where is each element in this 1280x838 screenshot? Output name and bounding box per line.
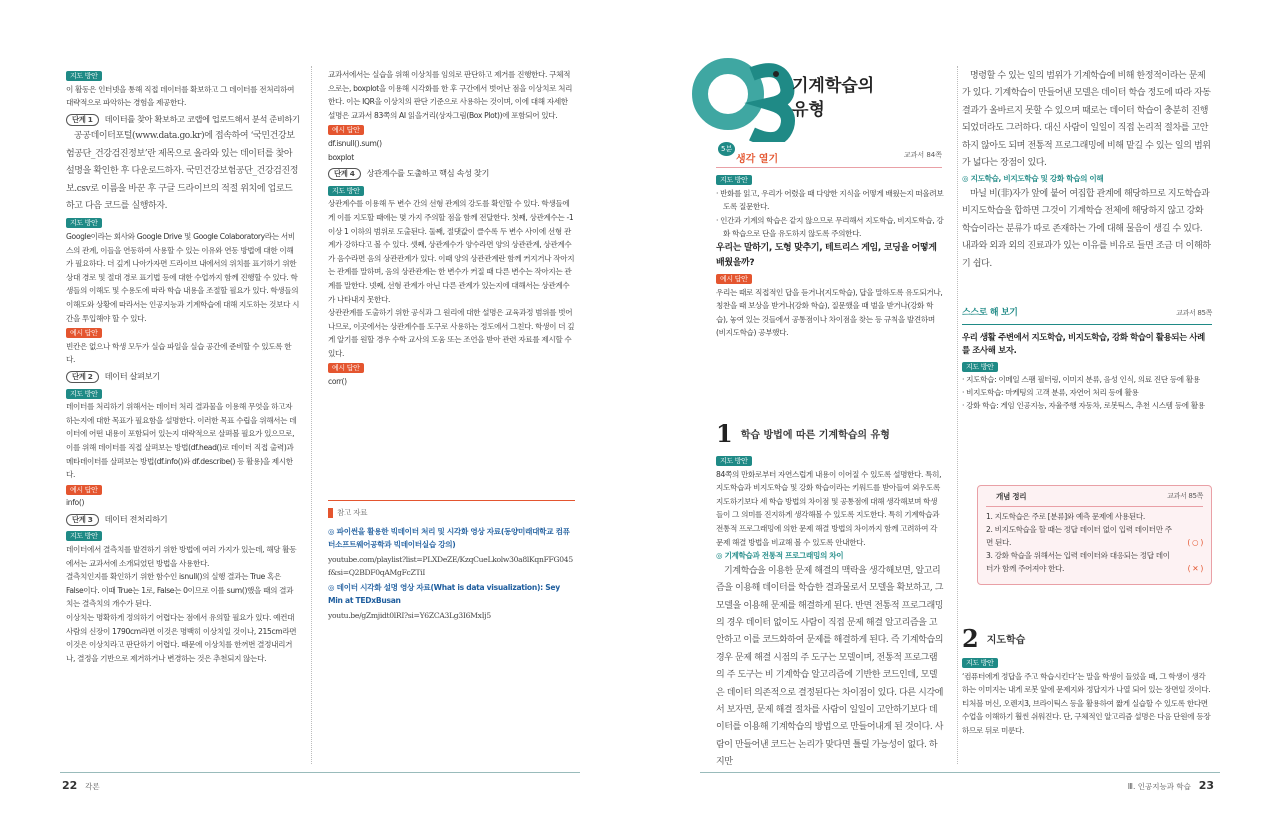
concept-text: 2. 비지도학습을 할 때는 정답 데이터 없이 입력 데이터만 주면 된다. [986,525,1172,547]
list-item: · 비지도학습: 마케팅의 고객 분류, 자연어 처리 등에 활용 [962,388,1139,397]
concept-box [977,485,1212,585]
warmup-badge: 5분 [718,142,735,156]
section-title: 학습 방법에 따른 기계학습의 유형 [740,429,890,441]
reference-item-2 [328,581,575,622]
concept-text: 1. 지도학습은 주로 [분류]와 예측 문제에 사용된다. [986,512,1145,521]
body-paragraph: 마닐 비(非)자가 앞에 붙어 여집합 관계에 해당하므로 지도학습과 비지도학습을 합하면 그것이 기계학습 전체에 해당하지 않고 강화 학습이라는 분류가 따로 존재하는 가에 대해 물음이 생길 수 있다. 내과와 외과 외의 진료과가 있는 이유를 비유로 들면 조금 더 이해하기 쉽다. [962,189,1211,269]
page-label: Ⅲ. 인공지능과 학습 [1127,782,1191,791]
chapter-title-line-2: 유형 [792,100,825,120]
step-title: 데이터 전처리하기 [104,513,168,524]
subsection-heading: ◎ 지도학습, 비지도학습 및 강화 학습의 이해 [962,174,1104,184]
list-item: · 강화 학습: 게임 인공지능, 자율주행 자동차, 로봇틱스, 추천 시스템 등에 활용 [962,401,1205,410]
section-tag: 예시 답안 [66,328,102,338]
reference-label: 참고 자료 [337,508,368,517]
chapter-header [692,52,932,142]
section-tag: 지도 방안 [716,456,752,466]
section-number: 2 [962,623,979,653]
self-practice-ref: 교과서 85쪽 [1176,309,1212,317]
step-badge: 단계 4 [328,168,361,180]
paragraph: 이상치는 명확하게 정의하기 어렵다는 점에서 유의할 필요가 있다. 예컨대 사람의 신장이 1790cm라면 이것은 명백히 이상치일 것이나, 215cm라면 이것은 이상치라고 판단하기 어렵다. 때문에 이상치를 한꺼번 결정내리거나, 결정을 기반으로 제거하거나 변경하는 것은 추천되지 않는다. [66,613,297,663]
section-tag: 예시 답안 [66,485,102,495]
self-practice-label: 스스로 해 보기 [962,308,1018,318]
paragraph: ‘컴퓨터에게 정답을 주고 학습시킨다’는 말을 학생이 들었을 때, 그 학생이 생각하는 이미지는 내게 로봇 앞에 문제지와 정답지가 나열 되어 있는 장면일 것이다. 티처블 머신, 오렌지3, 브라이틱스 등을 활용하여 짧게 실습할 수 있도록 한다면 수업을 이해하기 훨씬 쉬워진다. 단, 구체적인 알고리즘 설명은 다음 단원에 등장하므로 뒤로 미룬다. [962,671,1211,735]
concept-text: 3. 강화 학습을 위해서는 입력 데이터와 대응되는 정답 데이터가 함께 주어져야 한다. [986,551,1170,573]
self-practice-box [962,307,1212,412]
reference-url[interactable]: youtube.com/playlist?list=PLXDeZE/KzqCueLkolw30a8lKqnFFG045f&si=Q2BDF0qAMgFcZTiI [328,555,573,577]
page-number-right [1128,779,1214,792]
tag-row [328,183,575,198]
section-tag: 지도 방안 [66,71,102,81]
paragraph: boxplot [328,152,354,162]
step-heading [66,113,300,127]
step-badge: 단계 3 [66,514,99,526]
section-tag: 예시 답안 [328,363,364,373]
right-column-1-top [716,172,944,340]
paragraph: 빈칸은 없으나 학생 모두가 실습 파일을 실습 공간에 준비할 수 있도록 한다. [66,341,292,365]
footer-rule-left [60,772,580,773]
chapter-title [792,74,874,122]
tag-row [66,68,300,83]
section-1-header [716,418,944,448]
paragraph: 84쪽의 만화로부터 자연스럽게 내용이 이어질 수 있도록 설명한다. 특히, 지도학습과 비지도학습 및 강화 학습이라는 키워드를 받아들여 외우도록 지도하기보다 세 학습 방법의 차이점 및 공통점에 대해 생각해보며 학생들이 그 의미를 진지하게 생각해볼 수 있도록 지도한다. 특히 기계학습과 전통적 프로그래밍에 의한 문제 해결 방법의 차이까지 함께 고려하여 각 문제 해결 방법을 비교해 볼 수 있도록 안내한다. [716,469,942,547]
tag-row [962,655,1212,670]
paragraph: 상관관계를 도출하기 위한 공식과 그 원리에 대한 설명은 교육과정 범위를 벗어나므로, 이곳에서는 상관계수를 도구로 사용하는 정도에서 그친다. 학생이 더 깊게 알기를 원할 경우 수학 교사의 도움 또는 조언을 받아 관련 자료를 제시할 수 있다. [328,308,575,358]
section-2-header [962,623,1212,653]
section-tag: 지도 방안 [328,186,364,196]
paragraph: · 반화를 읽고, 우리가 어렸을 때 다양한 지식을 어떻게 배웠는지 떠올려보도록 질문한다. [716,188,944,212]
step-title: 데이터 살펴보기 [104,370,160,381]
paragraph: 상관계수를 이용해 두 변수 간의 선형 관계의 강도를 확인할 수 있다. 학생들에게 이를 지도할 때에는 몇 가지 주의할 점을 함께 전달한다. 첫째, 상관계수는 -1 이상 1 이하의 범위로 도출된다. 둘째, 절댓값이 클수록 두 변수 사이에 선형 관계가 강하다고 볼 수 있다. 셋째, 상관계수가 양수라면 양의 상관관계, 상관계수가 음수라면 음의 상관관계가 있다. 이때 양의 상관관계란 함께 커지거나 작아지는 관계를 말하며, 음의 상관관계는 한 변수가 커질 때 다른 변수는 작아지는 관계를 말한다. 넷째, 선형 관계가 아닌 다른 관계가 있는지에 대해서는 상관계수가 나타내지 못한다. [328,199,575,304]
reference-icon [328,508,333,518]
section-tag: 지도 방안 [66,531,102,541]
reference-title: ◎ 데이터 시각화 설명 영상 자료(What is data visualization): Sey Min at TEDxBusan [328,583,560,605]
paragraph: 데이터를 처리하기 위해서는 데이터 처리 결과물을 이용해 무엇을 하고자 하는지에 대한 목표가 필요함을 설명한다. 이러한 목표 수립을 위해서는 데이터에 어떤 내용이 포함되어 있는지 대략적으로 살펴볼 필요가 있으므로, 이를 위해 데이터를 직접 살펴보는 방법(df.head()로 데이터 직접 출력)과 메타데이터를 살펴보는 방법(df.info()와 df.describe() 등 활용)을 제시한다. [66,402,297,480]
section-number: 1 [716,418,733,448]
paragraph: info() [66,498,85,508]
paragraph: df.isnull().sum() [328,138,382,148]
paragraph: 데이터에서 결측치를 발견하기 위한 방법에 여러 가지가 있는데, 해당 활동에서는 교과서에 소개되었던 방법을 사용한다. [66,545,297,568]
concept-label: 개념 정리 [996,492,1027,501]
tag-row [716,271,944,286]
step-badge: 단계 2 [66,371,99,383]
step-badge: 단계 1 [66,114,99,126]
tag-row [328,122,575,137]
body-paragraph: 기계학습을 이용한 문제 해결의 맥락을 생각해보면, 알고리즘을 이용해 데이터를 학습한 결과물로서 모델을 확보하고, 그 모델을 이용해 문제를 해결하게 된다. 반면 전통적 프로그래밍의 경우 데이터 없이도 사람이 직접 문제 해결 알고리즘을 고안하고 이를 코드화하여 문제를 해결하게 된다. 즉 기계학습의 경우 문제 해결 시점의 주 도구는 모델이며, 전통적 프로그램의 주 도구는 비 기계학습 알고리즘에 기반한 코드인데, 모델은 데이터 의존적으로 결정된다는 차이점이 있다. 다른 시각에서 보자면, 문제 해결 절차를 사람이 일일이 고안하기보다 데이터를 이용해 기계학습의 방법으로 만들어내게 된 것이다. 사람이 만들어낸 코드는 논리가 맞다면 틀릴 가능성이 없다. 하지만 [716,565,944,768]
tag-row [328,360,575,375]
right-column-2-top [962,68,1212,273]
body-paragraph: 명령할 수 있는 일의 범위가 기계학습에 비해 한정적이라는 문제가 있다. 기계학습이 만들어낸 모델은 데이터 학습 정도에 따라 자동 결과가 올바르지 못할 수 있으며 때로는 데이터 학습이 충분히 진행되었더라도 그러하다. 대신 사람이 일일이 직접 논리적 절차를 고안하지 않아도 되며 전통적 프로그래밍에 비해 맡길 수 있는 일의 범위가 넓다는 장점이 있다. [962,71,1211,169]
question-heading: 우리는 말하기, 도형 맞추기, 테트리스 게임, 코딩을 어떻게 배웠을까? [716,242,937,268]
concept-answer: ( ○ ) [1187,538,1203,547]
paragraph: 교과서에서는 실습을 위해 이상치를 임의로 판단하고 제거를 진행한다. 구체적으로는, boxplot을 이용해 시각화를 한 후 구간에서 벗어난 점을 이상치로 처리한다. 이는 IQR을 이상치의 판단 기준으로 사용하는 것이며, 이에 대해 자세한 설명은 교과서 83쪽의 AI 읽을거리(상자그림(Box Plot))에 포함되어 있다. [328,70,573,120]
paragraph: corr() [328,377,347,387]
concept-item [986,510,1203,523]
tag-row [66,482,300,497]
page-number-left [62,779,100,792]
tag-row [66,325,300,340]
paragraph: 이 활동은 인터넷을 통해 직접 데이터를 확보하고 그 데이터를 전처리하여 대략적으로 파악하는 경험을 제공한다. [66,84,295,108]
section-title: 지도학습 [986,634,1026,646]
self-practice-tag: 지도 방안 [962,362,998,372]
paragraph: 우리는 때로 직접적인 답을 듣거나(지도학습), 답을 말하도록 유도되거나, 칭찬을 때 보상을 받거나(강화 학습), 질문했을 때 벌을 받거나(강화 학습), 놓여 있는 것들에서 공통점이나 차이점을 찾는 등 규칙을 발견하며(비지도학습) 공부했다. [716,287,943,338]
section-tag: 지도 방안 [66,389,102,399]
concept-ref: 교과서 85쪽 [1167,492,1203,500]
step-title: 데이터를 찾아 확보하고 코랩에 업로드해서 분석 준비하기 [104,113,300,124]
paragraph: Google이라는 회사와 Google Drive 및 Google Colaboratory라는 서비스의 관계, 이들을 연동하여 사용할 수 있는 이유와 연동 방법에 대한 이해가 필요하다. 더 깊게 나아가자면 드라이브 내에서의 위치를 표기하기 위한 상대 경로 및 절대 경로 표기법 등에 대한 수업까지 함께 진행할 수 있다. 학생들의 이해도 및 수용도에 따라 학습 내용을 조절할 필요가 있다. 학생들의 이해도와 상황에 따라서는 인공지능과 기계학습에 대해 지도하는 것보다 시간을 투입해야 할 수 있다. [66,232,300,323]
section-tag: 지도 방안 [66,218,102,228]
step-heading [66,370,300,384]
tag-row [66,215,300,230]
concept-answer: ( ✕ ) [1187,564,1203,573]
left-column-1 [66,68,300,665]
chapter-number-graphic [692,52,802,142]
right-column-2-bottom [962,655,1212,738]
warmup-header [716,140,942,168]
warmup-ref: 교과서 84쪽 [903,151,942,159]
subsection-heading: ◎ 기계학습과 전통적 프로그래밍의 차이 [716,551,844,561]
page-number: 22 [62,779,78,792]
reference-item-1 [328,525,575,579]
self-practice-question: 우리 생활 주변에서 지도학습, 비지도학습, 강화 학습이 활용되는 사례를 조사해 보자. [962,332,1205,355]
column-divider [311,66,312,764]
footer-rule-right [700,772,1220,773]
column-divider [957,66,958,764]
body-paragraph: 공공데이터포털(www.data.go.kr)에 접속하여 ‘국민건강보험공단_건강검진정보’란 제목으로 올라와 있는 데이터를 찾아 설명을 확인한 후 다운로드하자. 국민건강보험공단_건강검진정보.csv로 이름을 바꾼 후 구글 드라이브의 적절 위치에 업로드하고 다음 코드를 실행하자. [66,131,299,211]
tag-row [716,453,944,468]
step-title: 상관계수를 도출하고 핵심 속성 찾기 [366,168,490,179]
tag-row [66,528,300,543]
tag-row [66,386,300,401]
paragraph: 결측치인지를 확인하기 위한 함수인 isnull()의 실행 결과는 True 혹은 False이다. 이때 True는 1로, False는 0이므로 이를 sum()했을 때의 결과치는 결측치의 개수가 된다. [66,572,294,609]
reference-box [328,500,575,622]
step-heading [328,167,575,181]
page-label: 각론 [85,782,100,791]
section-tag: 지도 방안 [716,175,752,185]
reference-url[interactable]: youtu.be/gZmjidt0lRI?si=Y6ZCA3Lg3I6MxIj5 [328,611,491,620]
right-column-1-bottom [716,453,944,772]
warmup-label: 생각 열기 [736,154,779,165]
tag-row [716,172,944,187]
section-tag: 예시 답안 [716,274,752,284]
list-item: · 지도학습: 이메일 스팸 필터링, 이미지 분류, 음성 인식, 의료 진단 등에 활용 [962,375,1200,384]
page-number: 23 [1198,779,1214,792]
section-tag: 예시 답안 [328,125,364,135]
reference-title: ◎ 파이썬을 활용한 빅데이터 처리 및 시각화 영상 자료(동양미래대학교 컴퓨터소프트웨어공학과 빅데이터실습 강의) [328,527,570,549]
chapter-title-line-1: 기계학습의 [792,76,875,96]
section-tag: 지도 방안 [962,658,998,668]
paragraph: · 인간과 기계의 학습은 같지 않으므로 무리해서 지도학습, 비지도학습, 강화 학습으로 단을 유도하지 않도록 주의한다. [716,215,944,239]
left-column-2 [328,68,575,389]
step-heading [66,513,300,527]
concept-item [986,549,1203,575]
concept-item [986,523,1203,549]
